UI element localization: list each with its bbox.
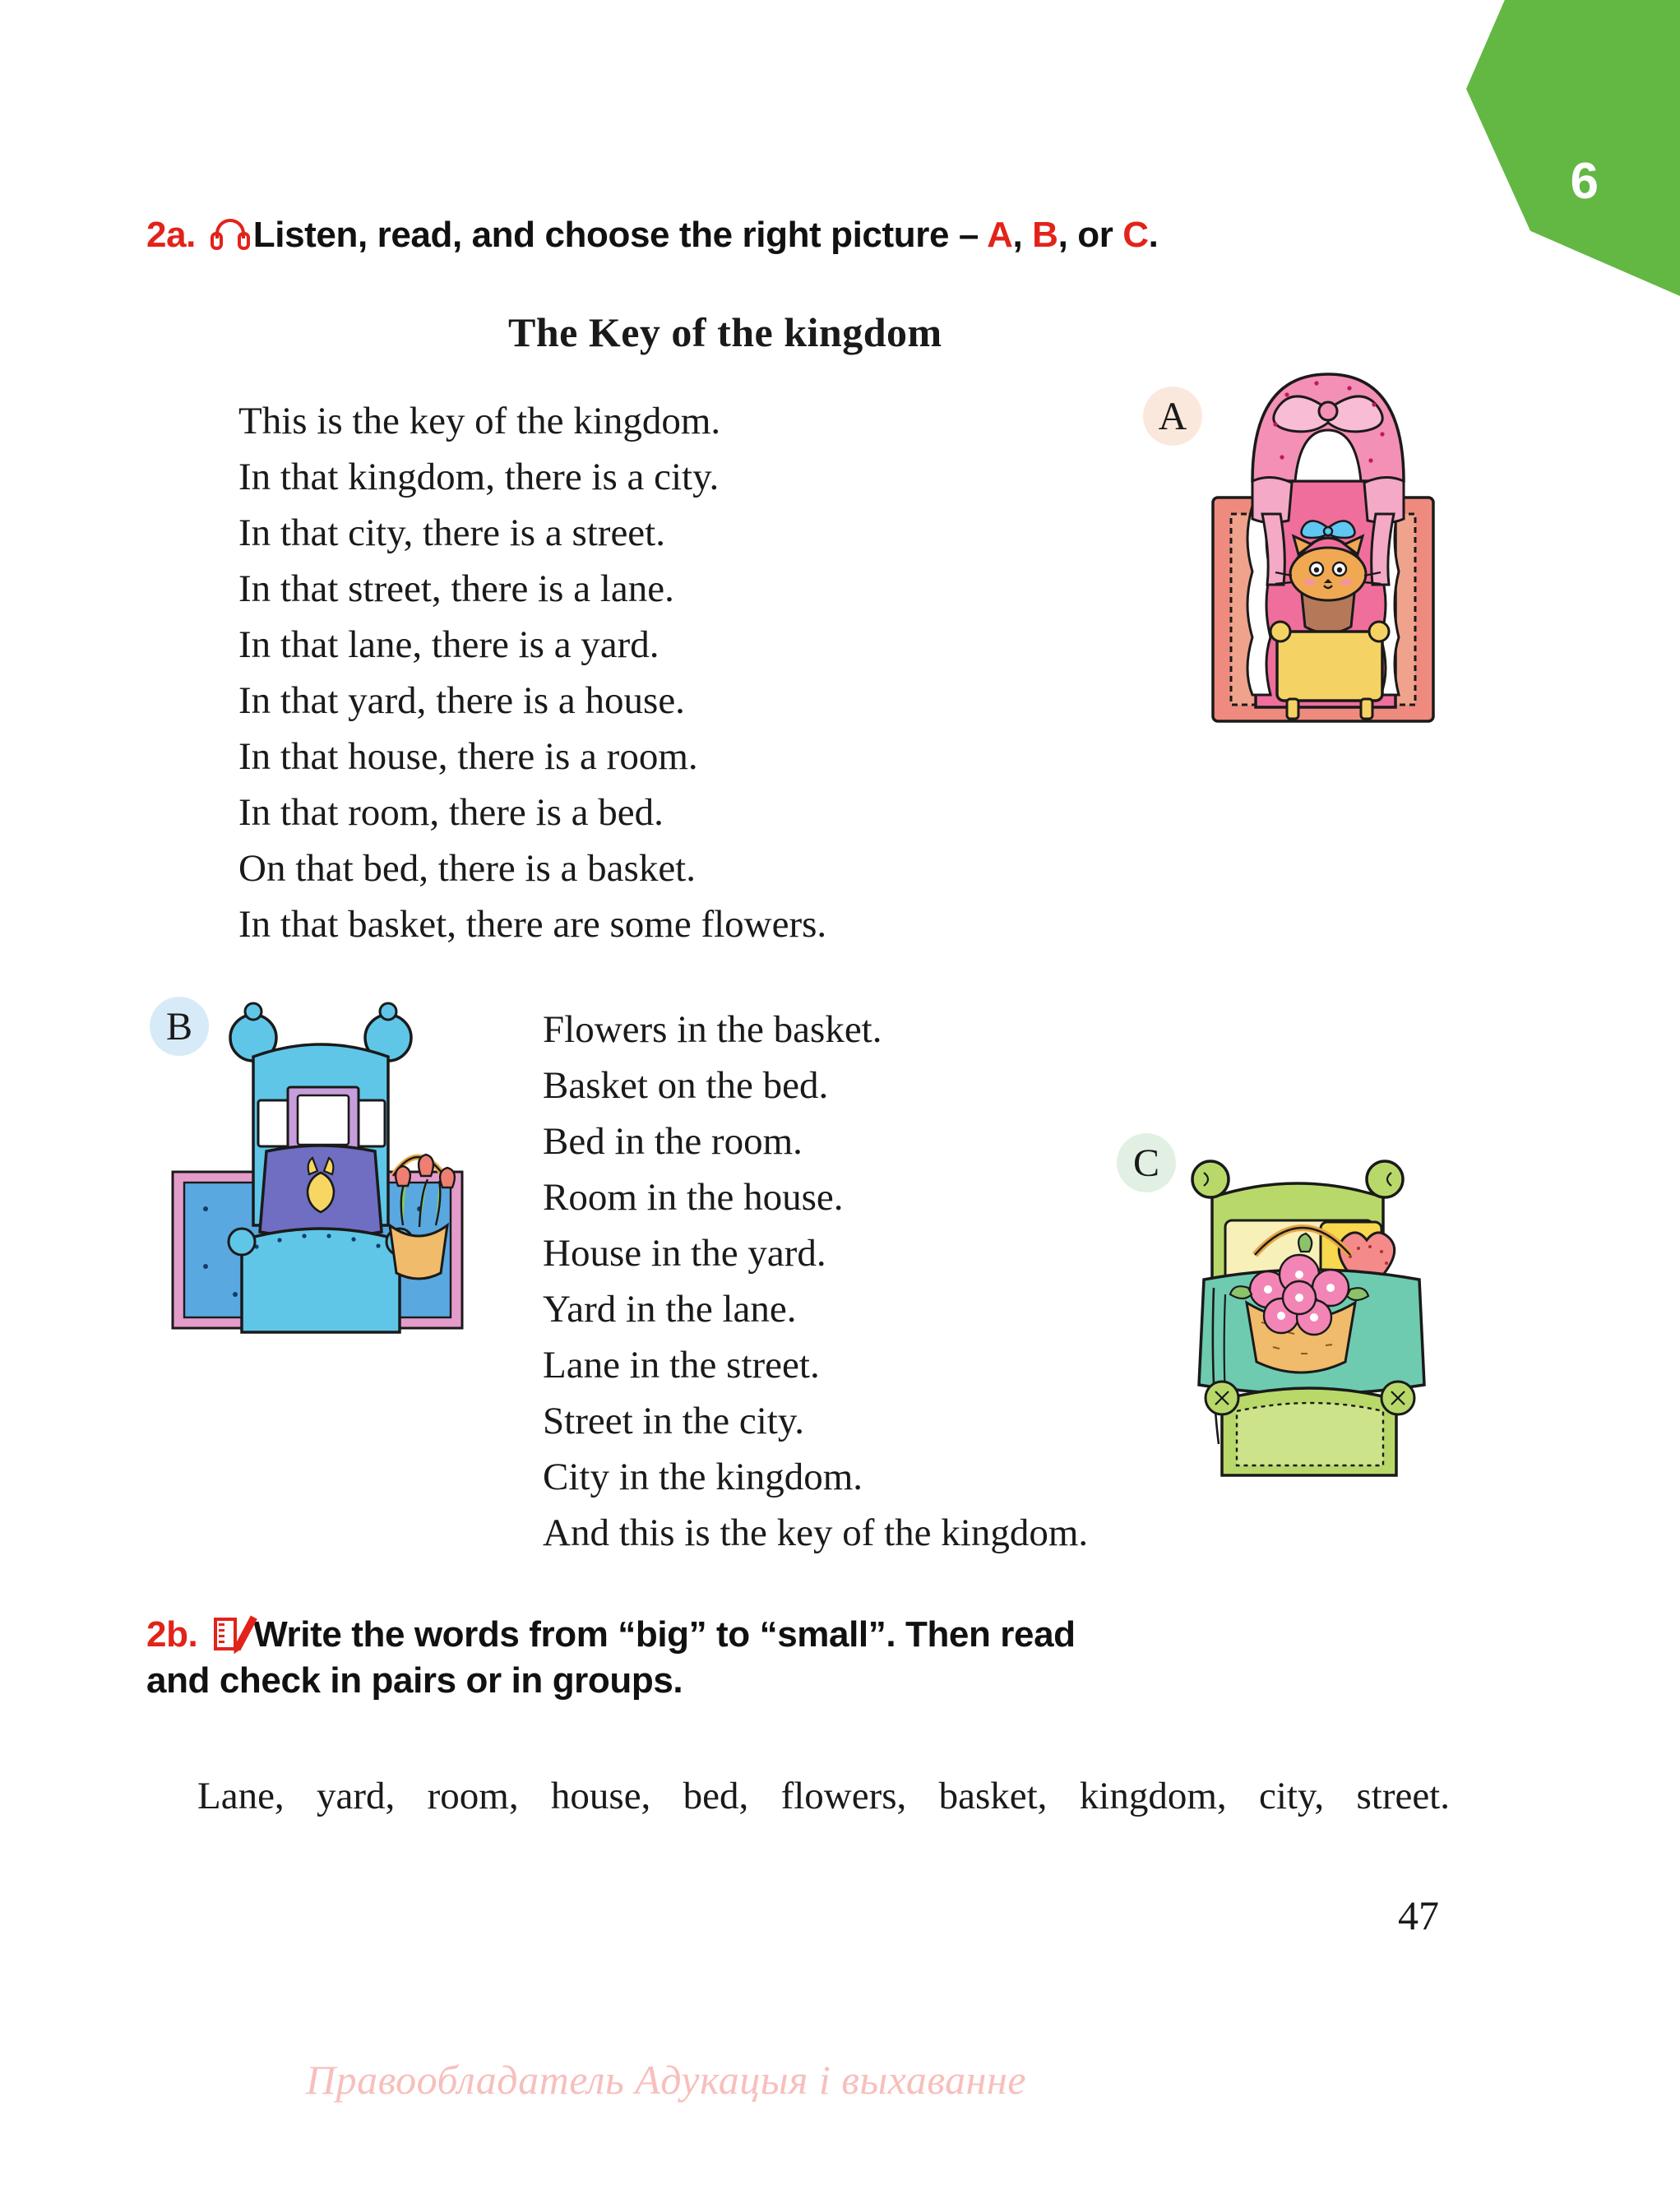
unit-corner-tab [1466,0,1680,296]
poem-line: In that room, there is a bed. [238,791,664,834]
headphones-icon [211,219,250,252]
task-2a-text: Listen, read, and choose the right picture – [252,215,988,255]
sep-1: , [1012,215,1033,255]
sep-2: , or [1058,215,1123,255]
option-c-letter: C [1122,215,1149,255]
sep-3: . [1148,215,1159,255]
poem-line: Lane in the street. [543,1344,820,1386]
picture-c-label: C [1117,1133,1176,1192]
poem-line: This is the key of the kingdom. [238,400,721,442]
poem-line: In that street, there is a lane. [238,567,674,610]
word-list: Lane, yard, room, house, bed, flowers, basket, kingdom, city, street. [197,1775,1450,1817]
task-2b-line-2: and check in pairs or in groups. [146,1660,683,1701]
poem-line: Room in the house. [543,1176,844,1219]
task-2a-number: 2a. [146,215,196,255]
poem-line: In that lane, there is a yard. [238,623,660,666]
poem-stanza-2 [543,1002,1088,1561]
poem-line: Street in the city. [543,1400,805,1442]
poem-line: In that house, there is a room. [238,735,698,778]
poem-line: Bed in the room. [543,1120,803,1163]
poem-line: In that kingdom, there is a city. [238,456,720,498]
poem-line: City in the kingdom. [543,1456,863,1498]
copyright-watermark: Правообладатель Адукацыя i выхаванне [306,2057,1026,2103]
picture-a-label: A [1143,387,1202,446]
poem-line: And this is the key of the kingdom. [543,1511,1089,1554]
task-2b-number: 2b. [146,1614,198,1655]
poem-line: Yard in the lane. [543,1288,797,1331]
task-2a-heading [146,212,1158,258]
picture-c-green-bed-with-flower-basket [1176,1118,1447,1480]
picture-b-label: B [150,997,209,1056]
poem-title: The Key of the kingdom [508,309,942,355]
option-b-letter: B [1032,215,1058,255]
page-number: 47 [1398,1892,1439,1938]
option-a-letter: A [987,215,1013,255]
poem-line: In that city, there is a street. [238,512,665,554]
task-2b-heading [146,1612,1528,1705]
poem-line: House in the yard. [543,1232,826,1275]
task-2b-line-1: Write the words from “big” to “small”. Then read [253,1614,1076,1655]
unit-number: 6 [1570,153,1598,210]
picture-a-pink-canopy-bed-with-cat [1155,345,1468,740]
poem-stanza-1 [238,393,826,952]
picture-b-blue-bed-with-flower-basket [156,979,485,1349]
poem-line: In that basket, there are some flowers. [238,903,827,946]
poem-line: In that yard, there is a house. [238,679,685,722]
poem-line: On that bed, there is a basket. [238,847,696,890]
poem-line: Basket on the bed. [543,1064,829,1107]
poem-line: Flowers in the basket. [543,1008,882,1051]
notepad-pencil-icon [212,1616,248,1652]
